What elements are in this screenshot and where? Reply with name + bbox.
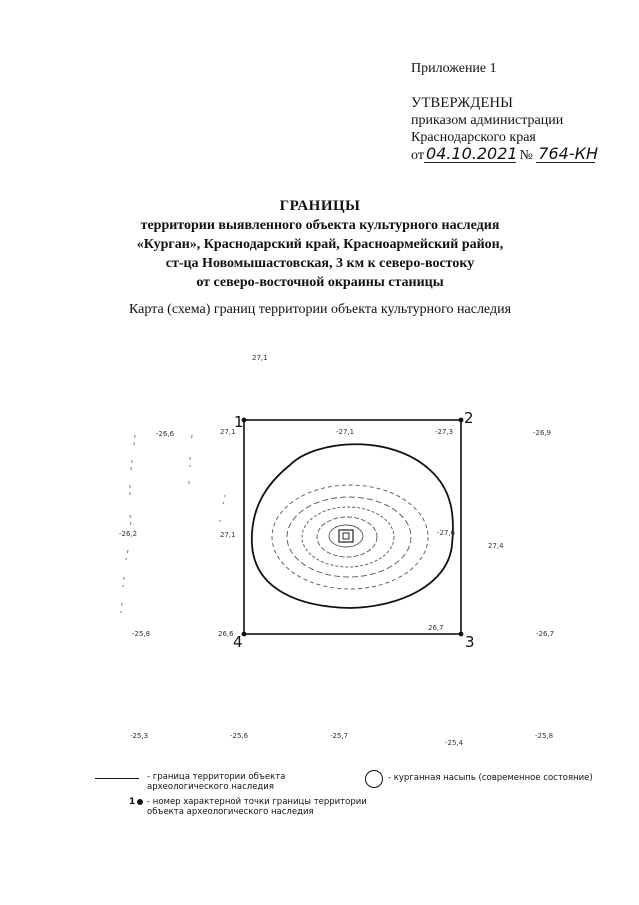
corner-dot-2 [459,418,464,423]
legend-point-text: - номер характерной точки границы территории объекта археологического наследия [147,797,367,817]
elevation-mark: -25,4 [445,739,464,747]
corner-label-4: 4 [233,633,243,651]
elevation-mark: -25,8 [132,630,151,638]
map-caption: Карта (схема) границ территории объекта культурного наследия [128,302,512,317]
document-title [90,197,550,292]
elevation-mark: -25,6 [230,732,249,740]
elevation-mark: -27,3 [435,428,454,436]
legend-boundary-line [95,778,139,779]
corner-label-2: 2 [464,409,474,427]
elevation-mark: 27,1 [252,354,268,362]
approved-by-line: приказом администрации [411,113,564,128]
terrain-hachures [121,435,225,613]
elevation-mark: 27,4 [488,542,504,550]
territory-boundary [244,420,461,634]
elevation-mark: -25,8 [535,732,554,740]
title-line-3: ст-ца Новомышастовская, 3 км к северо-востоку [165,256,475,271]
title-main: ГРАНИЦЫ [279,198,361,214]
elevation-mark: -26,7 [536,630,555,638]
title-line-4: от северо-восточной окраины станицы [196,275,444,290]
elevation-mark: -26,9 [533,429,552,437]
corner-dot-3 [459,632,464,637]
map-legend [95,770,595,830]
title-line-1: территории выявленного объекта культурного наследия [140,218,500,233]
title-line-2: «Курган», Краснодарский край, Красноармейский район, [136,237,504,252]
elevation-mark: 26,6 [218,630,234,638]
elevation-mark: -26,6 [156,430,175,438]
corner-label-1: 1 [234,413,244,431]
elevation-mark: -27,1 [336,428,355,436]
elevation-mark: -25,7 [330,732,349,740]
elevation-mark: 27,1 [220,428,236,436]
approved-heading: УТВЕРЖДЕНЫ [411,95,514,111]
legend-boundary-text: - граница территории объекта археологического наследия [147,772,286,792]
elevation-mark: 26,7 [428,624,444,632]
appendix-label: Приложение 1 [411,61,497,76]
elevation-mark: -25,3 [130,732,149,740]
boundary-map [60,345,590,755]
from-prefix: от [411,148,424,163]
order-number: 764-КН [538,144,598,163]
elevation-marks [119,354,554,747]
approved-by-region: Краснодарского края [411,130,536,145]
order-date: 04.10.2021 [425,144,518,163]
elevation-mark: 27,1 [220,531,236,539]
elevation-mark: -26,2 [119,530,138,538]
number-sign: № [519,148,533,163]
approval-block [411,60,626,164]
mound-contours [272,485,428,589]
order-reference [411,146,626,164]
corner-label-3: 3 [465,633,475,651]
legend-point-dot [137,799,143,805]
elevation-mark: -27,6 [437,529,456,537]
legend-point-number: 1 [129,797,136,807]
legend-mound-text: - курганная насыпь (современное состояние) [388,773,593,783]
legend-mound-circle [365,770,383,788]
